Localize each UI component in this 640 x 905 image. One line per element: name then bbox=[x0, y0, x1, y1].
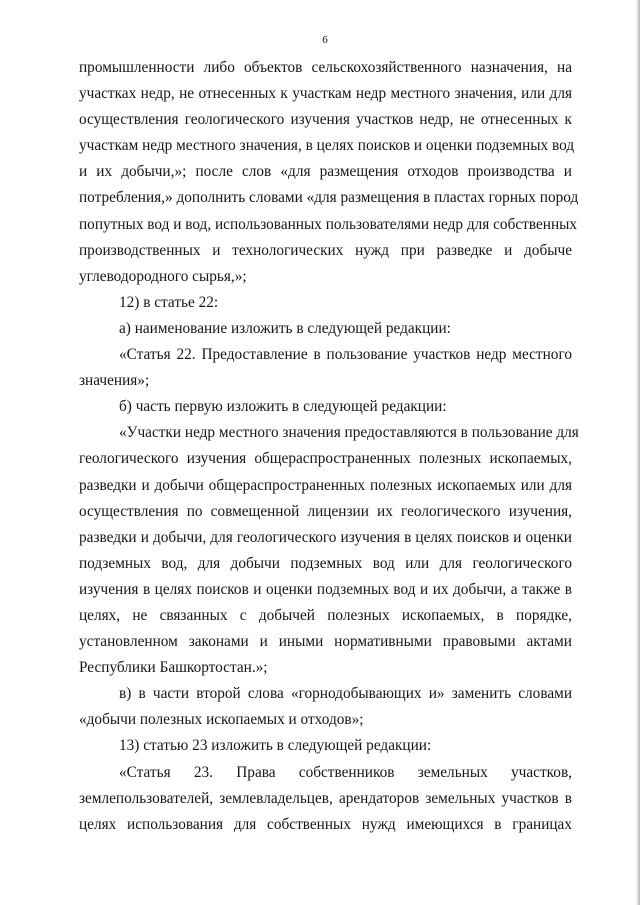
text-line: 13) статью 23 изложить в следующей редакции: bbox=[119, 737, 432, 755]
text-line: а) наименование изложить в следующей редакции: bbox=[119, 319, 451, 337]
text-line: «Участки недр местного значения предоставляются в пользование для bbox=[119, 424, 579, 442]
text-line: б) часть первую изложить в следующей редакции: bbox=[119, 398, 447, 416]
text-line: разведки и добычи общераспространенных полезных ископаемых или для bbox=[79, 476, 572, 494]
text-line: изучения в целях поисков и оценки подземных вод и их добычи, а также в bbox=[79, 580, 572, 598]
page-number: 6 bbox=[322, 34, 328, 46]
text-line: разведки и добычи, для геологического изучения в целях поисков и оценки bbox=[79, 528, 572, 546]
text-line: целях использования для собственных нужд имеющихся в границах bbox=[79, 815, 572, 833]
text-line: «Статья 22. Предоставление в пользование участков недр местного bbox=[119, 346, 572, 364]
scan-edge bbox=[636, 0, 640, 905]
text-line: и их добычи,»; после слов «для размещения отходов производства и bbox=[79, 163, 572, 181]
text-line: попутных вод и вод, использованных пользователями недр для собственных bbox=[79, 215, 578, 233]
text-line: подземных вод, для добычи подземных вод или для геологического bbox=[79, 554, 572, 572]
text-line: потребления,» дополнить словами «для размещения в пластах горных пород bbox=[79, 189, 579, 207]
text-line: «добычи полезных ископаемых и отходов»; bbox=[79, 711, 364, 729]
text-line: Республики Башкортостан.»; bbox=[79, 659, 268, 677]
text-line: осуществления по совмещенной лицензии их геологического изучения, bbox=[79, 502, 572, 520]
text-line: производственных и технологических нужд при разведке и добыче bbox=[79, 241, 572, 259]
text-line: установленном законами и иными нормативными правовыми актами bbox=[79, 633, 572, 651]
text-line: участках недр, не отнесенных к участкам недр местного значения, или для bbox=[79, 85, 572, 103]
text-line: участкам недр местного значения, в целях поисков и оценки подземных вод bbox=[79, 137, 575, 155]
text-line: осуществления геологического изучения участков недр, не отнесенных к bbox=[79, 111, 572, 129]
text-line: значения»; bbox=[79, 372, 150, 390]
text-line: «Статья 23. Права собственников земельных участков, bbox=[119, 763, 572, 781]
text-line: 12) в статье 22: bbox=[119, 293, 219, 311]
text-line: в) в части второй слова «горнодобывающих и» заменить словами bbox=[119, 685, 572, 703]
document-body bbox=[79, 58, 579, 841]
text-line: углеводородного сырья,»; bbox=[79, 267, 247, 285]
text-line: целях, не связанных с добычей полезных ископаемых, в порядке, bbox=[79, 606, 572, 624]
text-line: геологического изучения общераспространенных полезных ископаемых, bbox=[79, 450, 572, 468]
text-line: землепользователей, землевладельцев, арендаторов земельных участков в bbox=[79, 789, 572, 807]
text-line: промышленности либо объектов сельскохозяйственного назначения, на bbox=[79, 59, 572, 76]
